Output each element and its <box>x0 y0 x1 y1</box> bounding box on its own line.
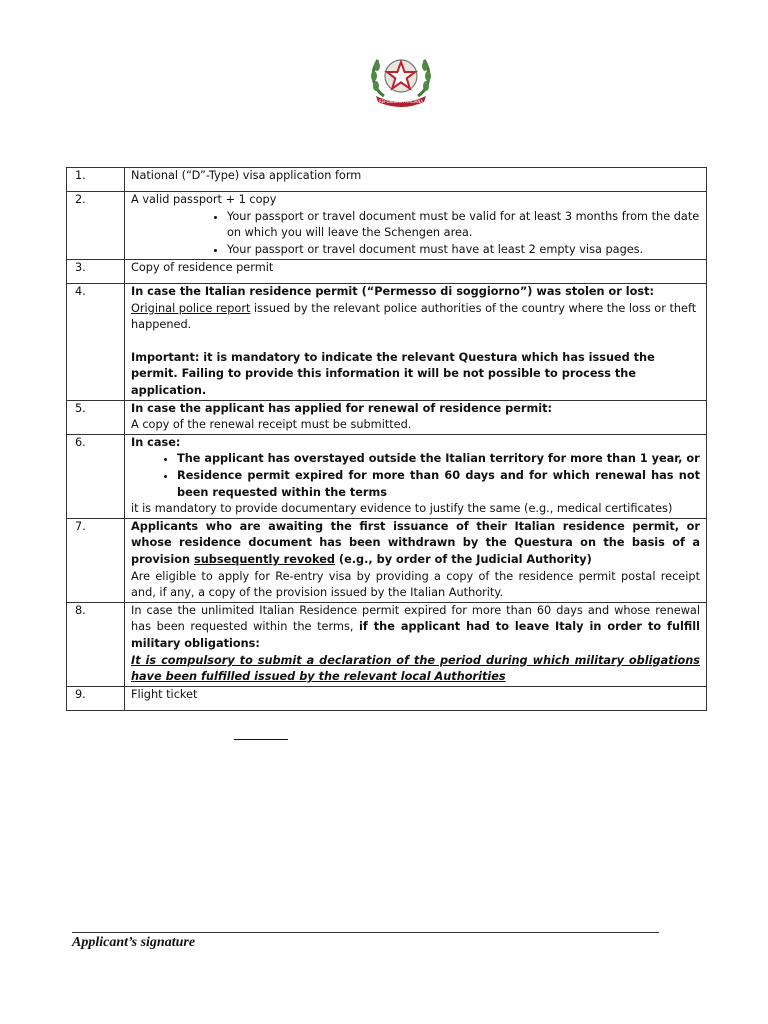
table-row <box>67 168 707 192</box>
signature-line <box>72 932 659 933</box>
table-row <box>67 434 707 518</box>
table-row <box>67 192 707 260</box>
row-content: A valid passport + 1 copy • Your passport or travel document must be valid for at least 3 months from the date on which you will leave the Schengen area. • Your passport or travel document must have at least 2 empty visa pages. <box>125 192 707 260</box>
row-number: 2. <box>67 192 125 260</box>
row-content: Applicants who are awaiting the first issuance of their Italian residence permit, or whose residence document has been withdrawn by the Questura on the basis of a provision subsequently revoked (e.g., by order of the Judicial Authority) Are eligible to apply for Re-entry visa by providing a copy of the residence permit postal receipt and, if any, a copy of the provision issued by the Italian Authority. <box>125 518 707 602</box>
row-number: 4. <box>67 284 125 401</box>
italian-republic-emblem <box>362 50 440 108</box>
row-content: In case the Italian residence permit (“Permesso di soggiorno”) was stolen or lost: Original police report issued by the relevant police authorities of the country where the loss or theft happened. Important: it is mandatory to indicate the relevant Questura which has issued the permit. Failing to provide this information it will be not possible to process the application. <box>125 284 707 401</box>
row-number: 6. <box>67 434 125 518</box>
row-number: 9. <box>67 686 125 710</box>
list-item: • Residence permit expired for more than 60 days and for which renewal has not been requested within the terms <box>177 468 700 501</box>
requirements-table <box>66 167 707 711</box>
row-number: 1. <box>67 168 125 192</box>
svg-text:REPUBBLICA ITALIANA: REPUBBLICA ITALIANA <box>378 99 424 104</box>
table-row <box>67 284 707 401</box>
row-number: 3. <box>67 260 125 284</box>
row-content: In case the applicant has applied for renewal of residence permit: A copy of the renewal receipt must be submitted. <box>125 400 707 434</box>
table-row <box>67 518 707 602</box>
signature-label: Applicant’s signature <box>72 935 196 950</box>
row-content: In case: • The applicant has overstayed outside the Italian territory for more than 1 year, or • Residence permit expired for more than 60 days and for which renewal has not been requested within the terms it is mandatory to provide documentary evidence to justify the same (e.g., medical certificates) <box>125 434 707 518</box>
table-row <box>67 686 707 710</box>
list-item: • Your passport or travel document must be valid for at least 3 months from the date on which you will leave the Schengen area. <box>227 209 700 242</box>
row-number: 8. <box>67 602 125 686</box>
row-content: National (“D”-Type) visa application form <box>125 168 707 192</box>
table-row <box>67 260 707 284</box>
list-item: • Your passport or travel document must have at least 2 empty visa pages. <box>227 242 700 259</box>
row-content: In case the unlimited Italian Residence permit expired for more than 60 days and whose renewal has been requested within the terms, if the applicant had to leave Italy in order to fulfill military obligations: It is compulsory to submit a declaration of the period during which military obligations have been fulfilled issued by the relevant local Authorities <box>125 602 707 686</box>
row-number: 7. <box>67 518 125 602</box>
row-content: Copy of residence permit <box>125 260 707 284</box>
divider-line <box>234 739 288 740</box>
police-report-text: Original police report <box>131 301 251 315</box>
list-item: • The applicant has overstayed outside the Italian territory for more than 1 year, or <box>177 451 700 468</box>
table-row <box>67 400 707 434</box>
row-content: Flight ticket <box>125 686 707 710</box>
table-row <box>67 602 707 686</box>
row-number: 5. <box>67 400 125 434</box>
